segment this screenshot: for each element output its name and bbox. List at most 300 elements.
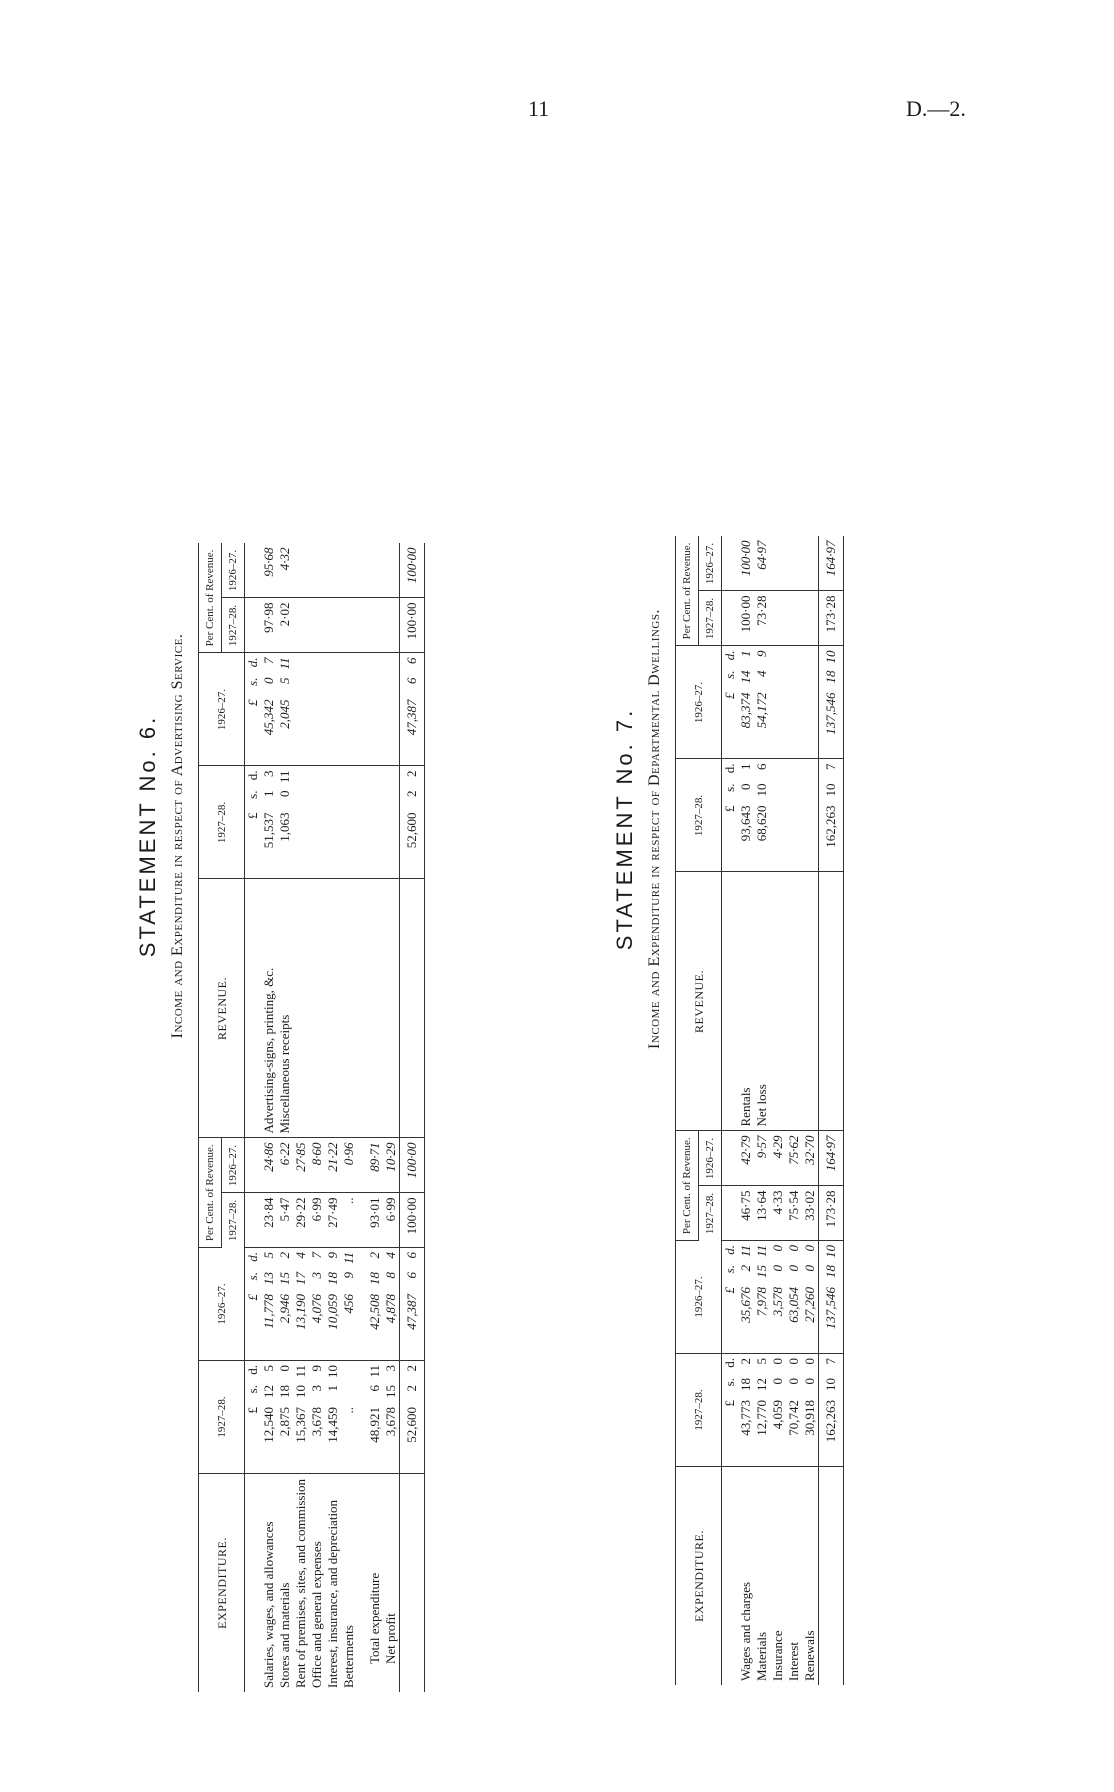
row-label-text: Rent of premises, sites, and commission: [293, 1478, 308, 1688]
pence: 2: [404, 770, 419, 777]
shillings: 18: [823, 670, 838, 684]
expenditure-header: EXPENDITURE.: [199, 1474, 245, 1693]
shillings: 6: [404, 1272, 419, 1279]
pounds: 15,367: [293, 1407, 308, 1443]
row-label-text: Interest: [786, 1642, 801, 1681]
pct-year1: 6·99: [383, 1193, 400, 1248]
pence: 2: [277, 1252, 292, 1259]
shillings: 12: [261, 1385, 276, 1398]
pct-year2: 95·68: [261, 544, 277, 599]
total-year2: [400, 653, 425, 766]
pct-year-header: 1926–27.: [222, 1138, 245, 1193]
shillings: 18: [367, 1272, 382, 1285]
pence: d.: [722, 650, 737, 661]
empty-cell: [357, 879, 367, 1138]
shillings: 10: [293, 1385, 308, 1398]
pct-year-header: 1927–28.: [222, 598, 245, 653]
pounds: 2,045: [277, 699, 292, 729]
table-row: [341, 544, 357, 1693]
year1-header: 1927–28.: [676, 1354, 722, 1467]
shillings: 0: [786, 1378, 801, 1385]
pounds: £: [245, 699, 260, 706]
value-year2: [277, 653, 293, 766]
pounds: 52,600: [404, 812, 419, 849]
pounds: 63,054: [786, 1287, 801, 1323]
pence: 4: [383, 1252, 398, 1259]
spacer-row: [357, 544, 367, 1693]
pounds: £: [722, 805, 737, 812]
empty-cell: [786, 759, 802, 872]
pct-year2: 10·29: [383, 1138, 400, 1193]
value-year2: [325, 1248, 341, 1361]
pct-year2: 64·97: [754, 537, 770, 592]
empty-cell: [367, 653, 383, 766]
pounds: 42,508: [367, 1294, 382, 1330]
value-year2: [770, 1241, 786, 1354]
empty-cell: [357, 1361, 367, 1474]
pounds: 83,374: [738, 692, 753, 729]
pounds: 30,918: [802, 1400, 817, 1436]
shillings: 18: [325, 1272, 340, 1285]
pence: 5: [261, 1365, 276, 1372]
pence: 6: [404, 1252, 419, 1259]
pounds: £: [722, 692, 737, 699]
revenue-header: REVENUE.: [199, 879, 245, 1138]
pence: 11: [341, 1252, 356, 1265]
empty-cell: [770, 872, 786, 1131]
row-label-text: Rentals: [738, 1087, 753, 1127]
empty-cell: [357, 1193, 367, 1248]
empty-cell: [722, 591, 739, 646]
row-label: [383, 1474, 400, 1693]
value-year2: [293, 1248, 309, 1361]
pence: 10: [823, 650, 838, 664]
empty-cell: [770, 537, 786, 592]
table-row: [738, 537, 754, 1686]
empty-cell: [786, 872, 802, 1131]
value-year1: [293, 1361, 309, 1474]
pounds: 12,540: [261, 1407, 276, 1443]
pence: 11: [367, 1365, 382, 1378]
pct-year1: 100·00: [738, 591, 754, 646]
value-year1: [341, 1361, 357, 1474]
pounds: £: [245, 812, 260, 819]
row-label: [802, 1467, 819, 1686]
empty-cell: [245, 1474, 262, 1693]
pounds: 52,600: [404, 1407, 419, 1443]
value-year2: [754, 1241, 770, 1354]
value-year2: [383, 1248, 400, 1361]
empty-cell: [325, 598, 341, 653]
pct-year2: 21·22: [325, 1138, 341, 1193]
pence: 4: [293, 1252, 308, 1259]
shillings: 1: [261, 790, 276, 797]
empty-cell: [325, 653, 341, 766]
table-row: [277, 544, 293, 1693]
value-year2: [261, 653, 277, 766]
pounds: 14,459: [325, 1407, 340, 1443]
pence: d.: [722, 1358, 737, 1368]
row-label-text: Salaries, wages, and allowances: [261, 1521, 276, 1688]
value-year1: [770, 1354, 786, 1467]
empty-cell: [367, 879, 383, 1138]
pct-year2: 0·96: [341, 1138, 357, 1193]
empty-cell: [802, 591, 819, 646]
empty-cell: [341, 544, 357, 599]
pct-year-header: 1927–28.: [699, 591, 722, 646]
statement-title: STATEMENT No. 7.: [612, 707, 637, 951]
pence: d.: [245, 1365, 260, 1375]
row-label: [786, 1467, 802, 1686]
row-label-text: Net loss: [754, 1084, 769, 1127]
empty-cell: [309, 879, 325, 1138]
total-pct-year1: 100·00: [400, 598, 425, 653]
pence: 0: [770, 1358, 785, 1365]
value-year1: [277, 766, 293, 879]
pct-year2: 32·70: [802, 1131, 819, 1186]
statement-title: STATEMENT No. 6.: [135, 714, 160, 958]
empty-cell: [325, 879, 341, 1138]
pence: 3: [383, 1365, 398, 1372]
empty-cell: [722, 1186, 739, 1241]
statement-subtitle: Income and Expenditure in respect of Advertising Service.: [169, 633, 186, 1039]
pct-year1: 46·75: [738, 1186, 754, 1241]
pounds: 43,773: [738, 1400, 753, 1436]
empty-cell: [383, 544, 400, 599]
empty-cell: [722, 1467, 739, 1686]
row-label: [277, 1474, 293, 1693]
shillings: s.: [245, 1385, 260, 1394]
pence: 1: [738, 650, 753, 657]
row-label-text: Stores and materials: [277, 1582, 292, 1688]
units-year2: [245, 653, 262, 766]
row-label-text: Insurance: [770, 1630, 785, 1681]
pounds: 456: [341, 1294, 356, 1314]
pence: 7: [823, 763, 838, 770]
pence: 9: [754, 650, 769, 657]
empty-cell: [357, 1138, 367, 1193]
total-pct-year1: 100·00: [400, 1193, 425, 1248]
pence: 9: [325, 1252, 340, 1259]
pence: 7: [261, 657, 276, 664]
pct-year2: 6·22: [277, 1138, 293, 1193]
pounds: £: [722, 1400, 737, 1407]
pence: d.: [722, 763, 737, 774]
row-label: [770, 1467, 786, 1686]
pounds: 12,770: [754, 1400, 769, 1436]
shillings: 2: [404, 1385, 419, 1392]
empty-cell: [802, 872, 819, 1131]
total-year1: [819, 1354, 844, 1467]
pence: 0: [802, 1245, 817, 1252]
value-year2: [277, 1248, 293, 1361]
table-row: [786, 537, 802, 1686]
pct-year-header: 1926–27.: [699, 537, 722, 592]
pence: 1: [738, 763, 753, 770]
shillings: 8: [383, 1272, 398, 1279]
empty-cell: [357, 1248, 367, 1361]
empty-cell: [245, 1138, 262, 1193]
shillings: 14: [738, 670, 753, 684]
units-year1: [245, 1361, 262, 1474]
pence: 0: [786, 1245, 801, 1252]
row-label: [754, 872, 770, 1131]
shillings: s.: [722, 783, 737, 792]
pct-year2: 4·32: [277, 544, 293, 599]
total-year2: [819, 646, 844, 759]
shillings: 2: [404, 790, 419, 797]
value-year1: [367, 1361, 383, 1474]
units-row: [245, 544, 262, 1693]
pence: d.: [245, 657, 260, 668]
pounds: 3,578: [770, 1287, 785, 1317]
value-year1: [261, 1361, 277, 1474]
pence: d.: [245, 1252, 260, 1262]
empty-cell: [802, 537, 819, 592]
empty-cell: [293, 766, 309, 879]
pounds: 54,172: [754, 692, 769, 729]
shillings: 6: [404, 677, 419, 684]
value-year1: [738, 759, 754, 872]
year2-header: 1926–27.: [199, 653, 245, 766]
year2-header: 1926–27.: [199, 1248, 245, 1361]
units-row: [722, 537, 739, 1686]
empty-cell: [722, 537, 739, 592]
empty-cell: [245, 1193, 262, 1248]
pence: 5: [754, 1358, 769, 1365]
shillings: 15: [754, 1265, 769, 1278]
shillings: 3: [309, 1272, 324, 1279]
empty-cell: [293, 598, 309, 653]
table-row: [261, 544, 277, 1693]
total-year1: [400, 1361, 425, 1474]
pence: 7: [309, 1252, 324, 1259]
pounds: £: [245, 1294, 260, 1301]
pounds: 4,059: [770, 1400, 785, 1430]
pct-year2: 9·57: [754, 1131, 770, 1186]
pence: 10: [325, 1365, 340, 1378]
pct-year1: 97·98: [261, 598, 277, 653]
pence: 11: [754, 1245, 769, 1258]
pct-year2: 8·60: [309, 1138, 325, 1193]
pounds: 3,678: [383, 1407, 398, 1437]
row-label: [277, 879, 293, 1138]
table-row: [309, 544, 325, 1693]
shillings: 4: [754, 670, 769, 677]
shillings: s.: [722, 670, 737, 679]
empty-cell: [357, 653, 367, 766]
pence: 10: [823, 1245, 838, 1258]
value-year1: [754, 759, 770, 872]
pct-year2: 100·00: [738, 537, 754, 592]
pct-year-header: 1927–28.: [699, 1186, 722, 1241]
pounds: 4,076: [309, 1294, 324, 1324]
shillings: s.: [722, 1265, 737, 1274]
pence: 3: [261, 770, 276, 777]
empty-cell: [341, 766, 357, 879]
empty-cell: [309, 598, 325, 653]
empty-cell: [786, 646, 802, 759]
row-label: [325, 1474, 341, 1693]
empty-cell: [357, 544, 367, 599]
pence: 7: [823, 1358, 838, 1365]
shillings: 18: [277, 1385, 292, 1398]
pounds: 47,387: [404, 699, 419, 736]
pct-year1: 27·49: [325, 1193, 341, 1248]
empty-cell: [245, 879, 262, 1138]
row-label: [261, 879, 277, 1138]
pct-year-header: 1927–28.: [222, 1193, 245, 1248]
value-year1: [786, 1354, 802, 1467]
row-label-text: Betterments: [341, 1625, 356, 1688]
total-year1: [819, 759, 844, 872]
pence: d.: [722, 1245, 737, 1255]
pct-year1: 4·33: [770, 1186, 786, 1241]
empty-cell: [245, 544, 262, 599]
total-pct-year1: 173·28: [819, 591, 844, 646]
pounds: 3,678: [309, 1407, 324, 1437]
pounds: 137,546: [823, 692, 838, 735]
header-row: [676, 537, 699, 1686]
pence: 0: [770, 1245, 785, 1252]
shillings: 12: [754, 1378, 769, 1391]
total-year2: [400, 1248, 425, 1361]
units-year1: [245, 766, 262, 879]
empty-cell: [802, 759, 819, 872]
row-label-text: Renewals: [802, 1630, 817, 1681]
pence: 2: [404, 1365, 419, 1372]
total-pct-year1: 173·28: [819, 1186, 844, 1241]
empty-cell: [325, 766, 341, 879]
pounds: £: [245, 1407, 260, 1414]
shillings: 10: [823, 783, 838, 797]
empty-cell: [309, 544, 325, 599]
value-year1: [325, 1361, 341, 1474]
shillings: s.: [245, 790, 260, 799]
empty-cell: [383, 598, 400, 653]
shillings: 0: [261, 677, 276, 684]
empty-cell: [786, 537, 802, 592]
empty-cell: [293, 879, 309, 1138]
pence: d.: [245, 770, 260, 781]
pounds: 2,875: [277, 1407, 292, 1437]
pct-year2: 4·29: [770, 1131, 786, 1186]
pct-year-header: 1926–27.: [222, 544, 245, 599]
statement-7-table: [675, 537, 844, 1686]
shillings: 0: [770, 1265, 785, 1272]
empty-cell: [293, 653, 309, 766]
empty-cell: [325, 544, 341, 599]
year2-header: 1926–27.: [676, 646, 722, 759]
pence: 11: [293, 1365, 308, 1378]
empty-cell: [357, 598, 367, 653]
year1-header: 1927–28.: [199, 1361, 245, 1474]
pounds: 93,643: [738, 805, 753, 842]
value-year1: [738, 1354, 754, 1467]
row-label-text: Miscellaneous receipts: [277, 1014, 292, 1134]
shillings: 0: [770, 1378, 785, 1385]
pounds: 162,263: [823, 805, 838, 848]
empty-cell: [357, 766, 367, 879]
shillings: 0: [802, 1265, 817, 1272]
revenue-header: REVENUE.: [676, 872, 722, 1131]
value-year1: [261, 766, 277, 879]
shillings: 0: [802, 1378, 817, 1385]
empty-cell: [309, 653, 325, 766]
page-reference: D.—2.: [906, 96, 966, 121]
shillings: 18: [738, 1378, 753, 1391]
pct-year2: 42·79: [738, 1131, 754, 1186]
total-pct-year2: 164·97: [819, 1131, 844, 1186]
pct-year1: 93·01: [367, 1193, 383, 1248]
value-year2: [754, 646, 770, 759]
value-year2: [367, 1248, 383, 1361]
shillings: 10: [823, 1378, 838, 1391]
value-year2: [341, 1248, 357, 1361]
shillings: s.: [722, 1378, 737, 1387]
pounds: 27,260: [802, 1287, 817, 1323]
pct-year1: 23·84: [261, 1193, 277, 1248]
empty-cell: [245, 598, 262, 653]
total-pct-year2: 100·00: [400, 544, 425, 599]
pence: 2: [738, 1358, 753, 1365]
pence: 6: [404, 657, 419, 664]
pounds: 137,546: [823, 1287, 838, 1330]
pct-year2: 75·62: [786, 1131, 802, 1186]
shillings: 13: [261, 1272, 276, 1285]
shillings: 9: [341, 1272, 356, 1279]
pounds: 35,676: [738, 1287, 753, 1323]
pounds: 7,978: [754, 1287, 769, 1317]
value-year2: [261, 1248, 277, 1361]
pounds: 47,387: [404, 1294, 419, 1330]
shillings: 0: [277, 790, 292, 797]
pct-year2: 24·86: [261, 1138, 277, 1193]
pence: 0: [786, 1358, 801, 1365]
table-row: [293, 544, 309, 1693]
pct-year1: ..: [341, 1193, 357, 1248]
shillings: 17: [293, 1272, 308, 1285]
pounds: 4,878: [383, 1294, 398, 1324]
row-label: [341, 1474, 357, 1693]
row-label-text: Advertising-signs, printing, &c.: [261, 967, 276, 1134]
units-year1: [722, 1354, 739, 1467]
value-year1: [277, 1361, 293, 1474]
value-year2: [786, 1241, 802, 1354]
pct-header: Per Cent. of Revenue.: [199, 1138, 222, 1248]
units-year1: [722, 759, 739, 872]
value-year2: [738, 646, 754, 759]
empty-cell: [367, 598, 383, 653]
expenditure-header: EXPENDITURE.: [676, 1467, 722, 1686]
empty-cell: [802, 646, 819, 759]
shillings: 1: [325, 1385, 340, 1392]
pct-year-header: 1926–27.: [699, 1131, 722, 1186]
pounds: ..: [341, 1407, 356, 1414]
empty-cell: [367, 544, 383, 599]
shillings: 15: [383, 1385, 398, 1398]
year1-header: 1927–28.: [199, 766, 245, 879]
pct-year1: 6·99: [309, 1193, 325, 1248]
shillings: 3: [309, 1385, 324, 1392]
empty-cell: [309, 766, 325, 879]
year1-header: 1927–28.: [676, 759, 722, 872]
shillings: s.: [245, 677, 260, 686]
empty-cell: [400, 879, 425, 1138]
empty-cell: [786, 591, 802, 646]
shillings: 2: [738, 1265, 753, 1272]
value-year2: [309, 1248, 325, 1361]
